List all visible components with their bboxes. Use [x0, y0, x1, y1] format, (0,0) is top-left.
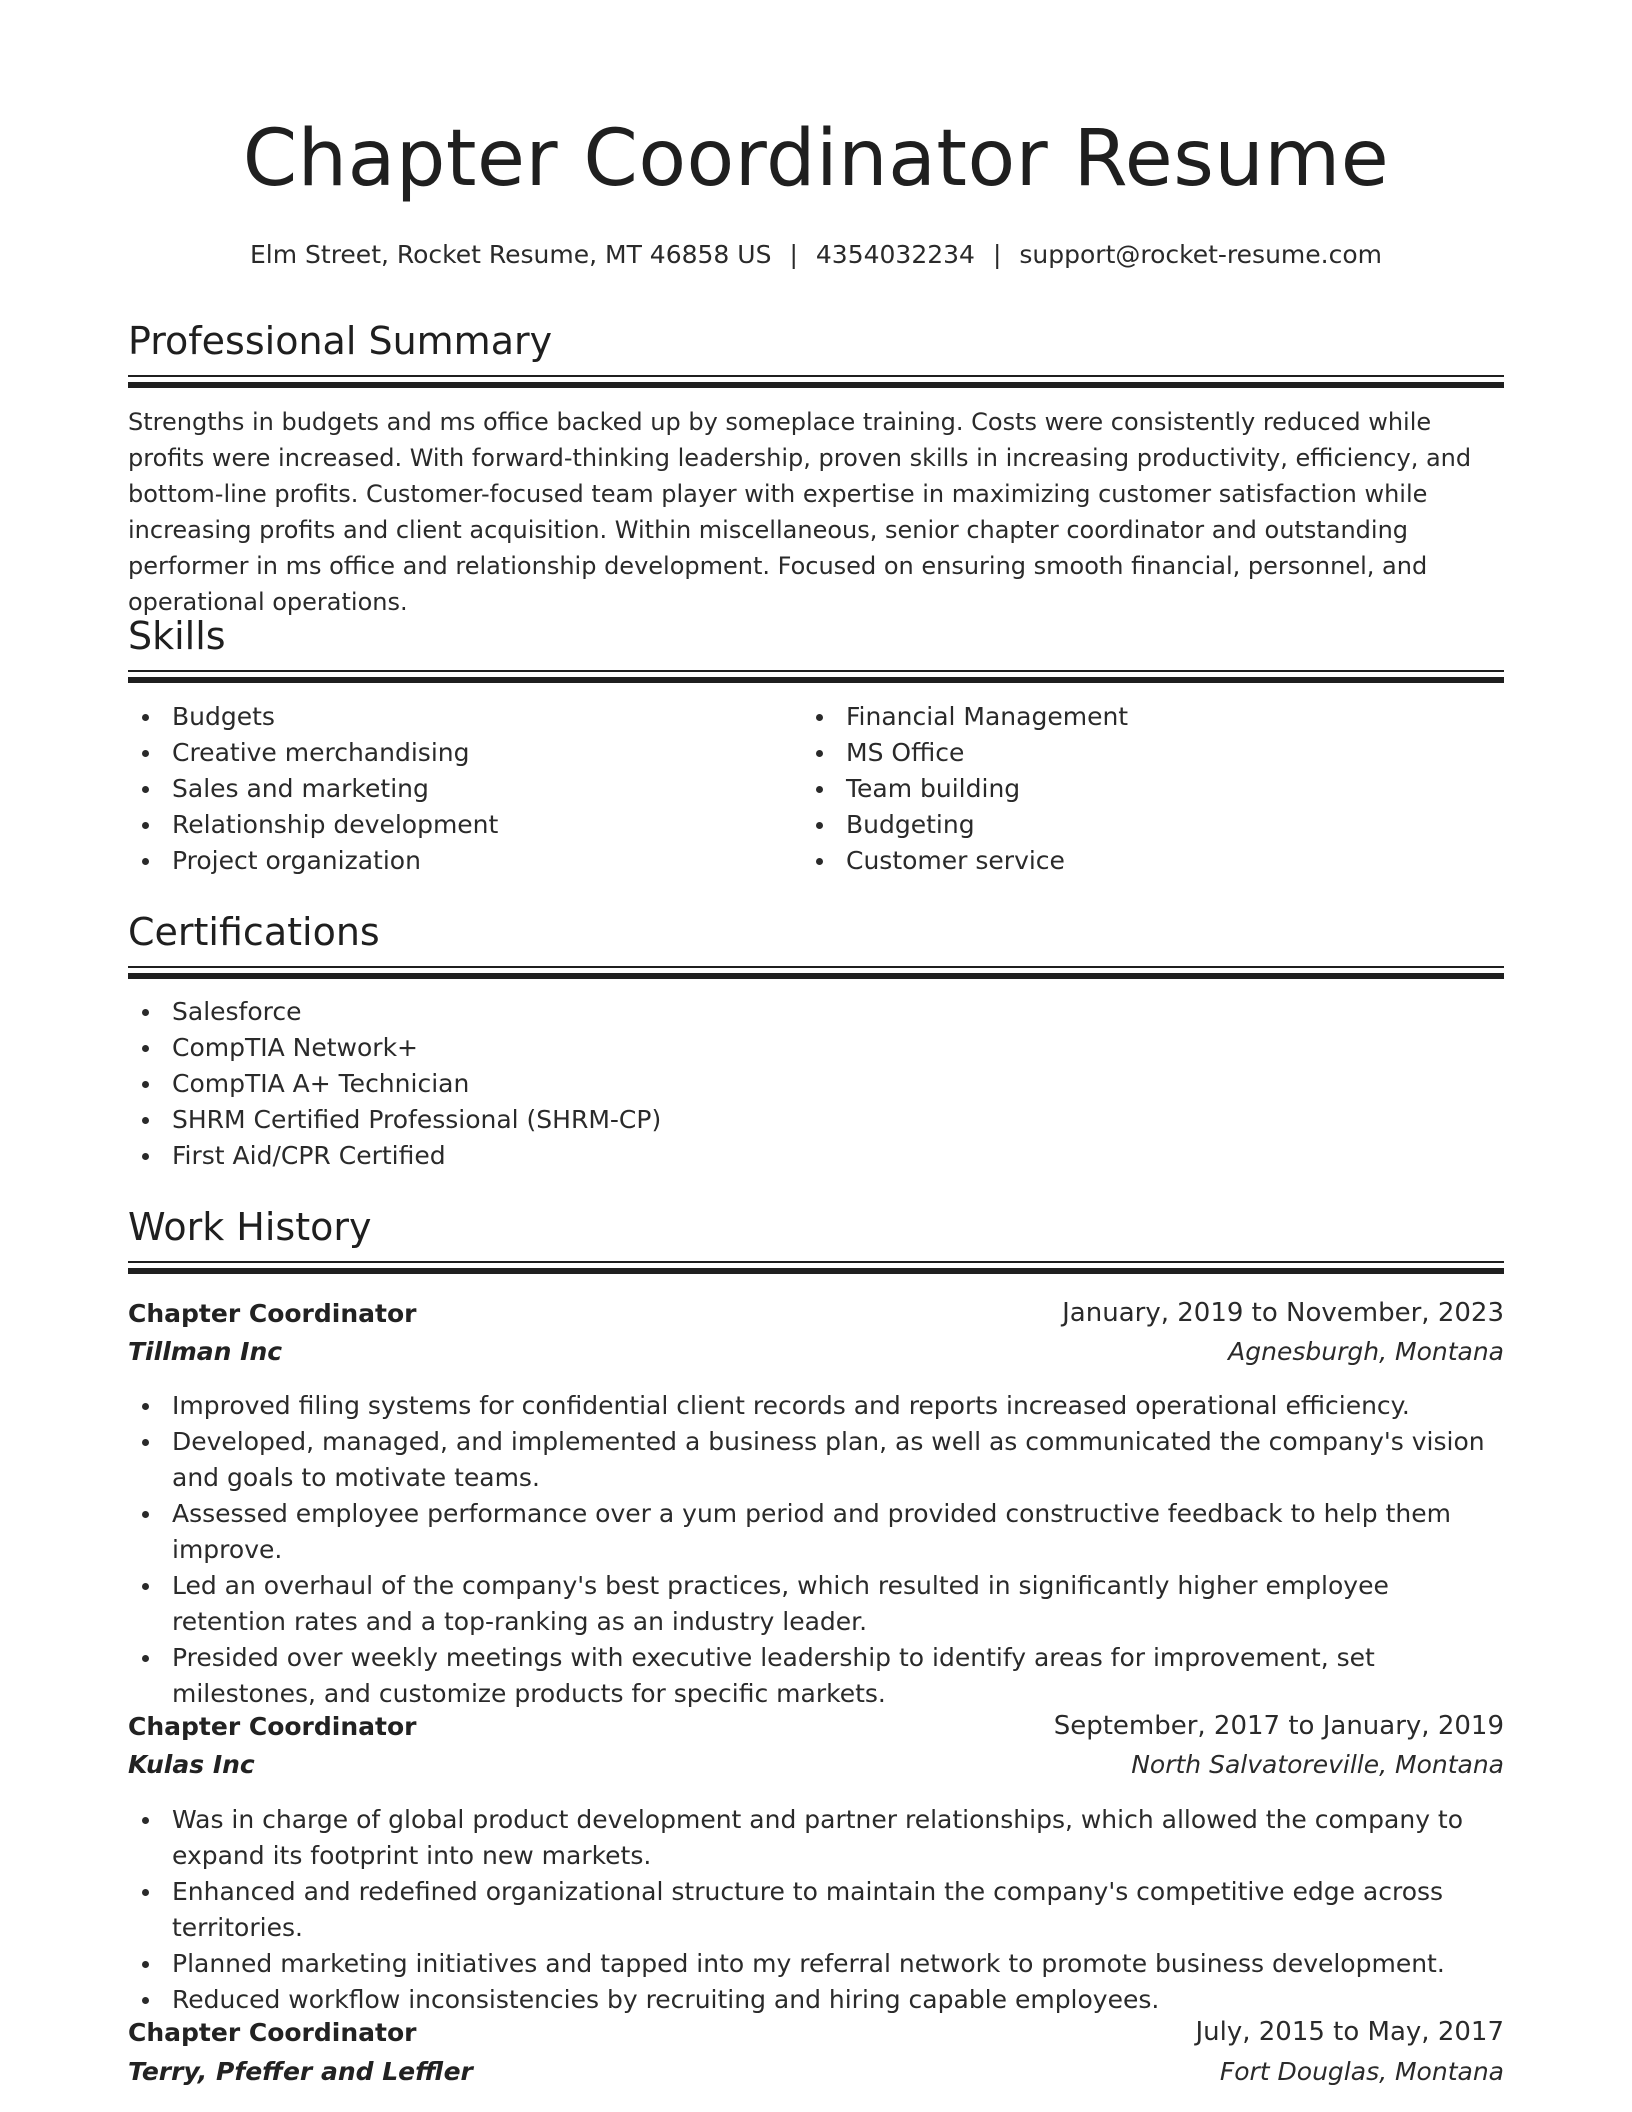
contact-phone: 4354032234	[815, 240, 975, 269]
job-title: Chapter Coordinator	[128, 1299, 417, 1328]
skill-item: Relationship development	[128, 807, 788, 843]
job-title: Chapter Coordinator	[128, 1712, 417, 1741]
skill-item: Budgets	[128, 699, 788, 735]
section-divider	[128, 670, 1504, 684]
contact-separator: |	[992, 240, 1002, 269]
skills-list-left	[128, 699, 788, 879]
certification-item: CompTIA A+ Technician	[128, 1066, 1504, 1102]
certification-item: SHRM Certified Professional (SHRM-CP)	[128, 1102, 1504, 1138]
job-company: Kulas Inc	[128, 1750, 255, 1779]
job-duties-list	[128, 1388, 1504, 1712]
skills-list-right	[802, 699, 1502, 879]
summary-heading: Professional Summary	[128, 319, 553, 363]
job-duty-item: Improved filing systems for confidential client records and reports increased operational efficiency.	[128, 1388, 1504, 1424]
job-duty-item: Planned marketing initiatives and tapped into my referral network to promote business development.	[128, 1946, 1504, 1982]
skill-item: Budgeting	[802, 807, 1502, 843]
certification-item: First Aid/CPR Certified	[128, 1138, 1504, 1174]
contact-email[interactable]: support@rocket-resume.com	[1019, 240, 1382, 269]
skill-item: Project organization	[128, 843, 788, 879]
job-company: Tillman Inc	[128, 1337, 283, 1366]
section-divider	[128, 1261, 1504, 1275]
summary-text: Strengths in budgets and ms office backed up by someplace training. Costs were consistently reduced while profits were increased. With forward-thinking leadership, proven skills in increasing productivity, efficiency, and bottom-line profits. Customer-focused team player with expertise in maximizing customer satisfaction while increasing profits and client acquisition. Within miscellaneous, senior chapter coordinator and outstanding performer in ms office and relationship development. Focused on ensuring smooth financial, personnel, and operational operations.	[128, 408, 1472, 616]
certifications-list	[128, 994, 1504, 1174]
job-duty-item: Led an overhaul of the company's best practices, which resulted in significantly higher employee retention rates and a top-ranking as an industry leader.	[128, 1568, 1504, 1640]
job-location: Fort Douglas, Montana	[1219, 2057, 1504, 2086]
job-title: Chapter Coordinator	[128, 2018, 417, 2047]
skill-item: Sales and marketing	[128, 771, 788, 807]
contact-line	[0, 242, 1632, 267]
job-dates: September, 2017 to January, 2019	[1053, 1711, 1504, 1741]
job-dates: July, 2015 to May, 2017	[1195, 2017, 1504, 2047]
job-location: Agnesburgh, Montana	[1228, 1337, 1504, 1366]
contact-separator: |	[789, 240, 798, 269]
contact-address: Elm Street, Rocket Resume, MT 46858 US	[249, 240, 772, 269]
job-duty-item: Reduced workflow inconsistencies by recruiting and hiring capable employees.	[128, 1982, 1504, 2018]
certification-item: Salesforce	[128, 994, 1504, 1030]
job-duty-item: Enhanced and redefined organizational structure to maintain the company's competitive edge across territories.	[128, 1874, 1504, 1946]
job-duty-item: Assessed employee performance over a yum period and provided constructive feedback to help them improve.	[128, 1496, 1504, 1568]
job-duty-item: Developed, managed, and implemented a business plan, as well as communicated the company's vision and goals to motivate teams.	[128, 1424, 1504, 1496]
section-divider	[128, 375, 1504, 389]
section-divider	[128, 966, 1504, 980]
job-duties-list	[128, 1802, 1504, 2018]
certifications-heading: Certifications	[128, 910, 380, 954]
job-duty-item: Was in charge of global product development and partner relationships, which allowed the company to expand its footprint into new markets.	[128, 1802, 1504, 1874]
skills-heading: Skills	[128, 614, 226, 658]
job-dates: January, 2019 to November, 2023	[1062, 1298, 1504, 1328]
certification-item: CompTIA Network+	[128, 1030, 1504, 1066]
skill-item: Customer service	[802, 843, 1502, 879]
job-company: Terry, Pfeffer and Leffler	[128, 2057, 473, 2086]
skill-item: Financial Management	[802, 699, 1502, 735]
skill-item: MS Office	[802, 735, 1502, 771]
resume-title: Chapter Coordinator Resume	[242, 114, 1390, 204]
work-history-heading: Work History	[128, 1205, 372, 1249]
job-duty-item: Presided over weekly meetings with executive leadership to identify areas for improvement, set milestones, and customize products for specific markets.	[128, 1640, 1504, 1712]
skill-item: Creative merchandising	[128, 735, 788, 771]
job-location: North Salvatoreville, Montana	[1131, 1750, 1504, 1779]
skill-item: Team building	[802, 771, 1502, 807]
